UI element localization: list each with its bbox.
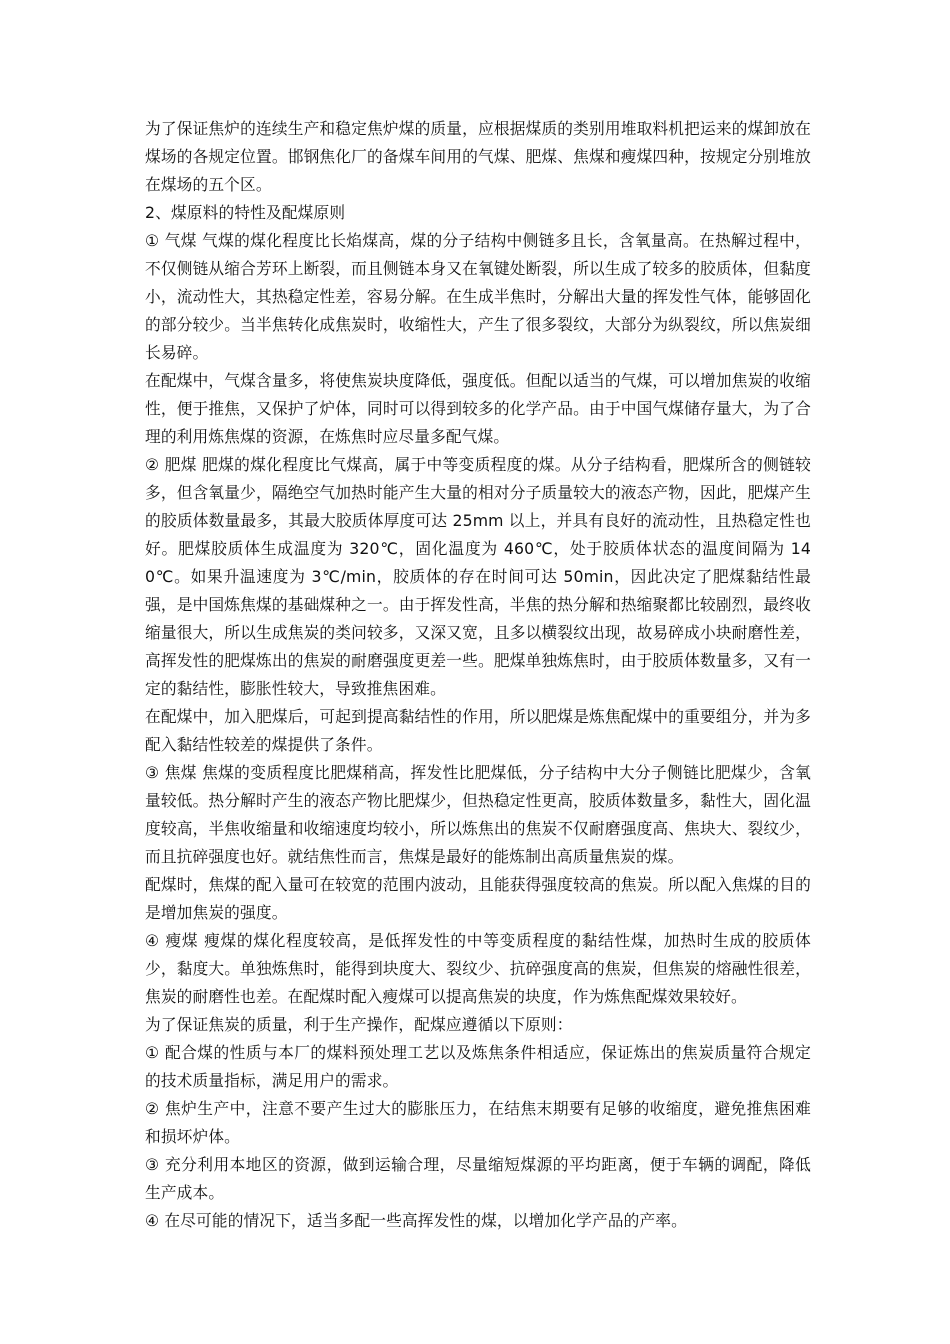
paragraph-gas-coal-blending: 在配煤中，气煤含量多，将使焦炭块度降低，强度低。但配以适当的气煤，可以增加焦炭的收缩性，便于推焦，又保护了炉体，同时可以得到较多的化学产品。由于中国气煤储存量大，为了合理的利用炼焦煤的资源，在炼焦时应尽量多配气煤。 [145,371,811,446]
principle-item-1: ① 配合煤的性质与本厂的煤料预处理工艺以及炼焦条件相适应，保证炼出的焦炭质量符合规定的技术质量指标，满足用户的需求。 [145,1043,811,1090]
section-heading: 2、煤原料的特性及配煤原则 [145,203,346,222]
principle-item-2: ② 焦炉生产中，注意不要产生过大的膨胀压力，在结焦末期要有足够的收缩度，避免推焦困难和损坏炉体。 [145,1099,811,1146]
paragraph-coking-coal-blending: 配煤时，焦煤的配入量可在较宽的范围内波动，且能获得强度较高的焦炭。所以配入焦煤的目的是增加焦炭的强度。 [145,875,811,922]
paragraph-fat-coal: ② 肥煤 肥煤的煤化程度比气煤高，属于中等变质程度的煤。从分子结构看，肥煤所含的侧链较多，但含氧量少，隔绝空气加热时能产生大量的相对分子质量较大的液态产物，因此，肥煤产生的胶质体数量最多，其最大胶质体厚度可达 25mm 以上，并具有良好的流动性，且热稳定性也好。肥煤胶质体生成温度为 320℃，固化温度为 460℃，处于胶质体状态的温度间隔为 140℃。如果升温速度为 3℃/min，胶质体的存在时间可达 50min，因此决定了肥煤黏结性最强，是中国炼焦煤的基础煤种之一。由于挥发性高，半焦的热分解和热缩聚都比较剧烈，最终收缩量很大，所以生成焦炭的类问较多，又深又宽，且多以横裂纹出现，故易碎成小块耐磨性差，高挥发性的肥煤炼出的焦炭的耐磨强度更差一些。肥煤单独炼焦时，由于胶质体数量多，又有一定的黏结性，膨胀性较大，导致推焦困难。 [145,455,811,698]
paragraph-principles-intro: 为了保证焦炭的质量，利于生产操作，配煤应遵循以下原则： [145,1015,573,1034]
paragraph-fat-coal-blending: 在配煤中，加入肥煤后，可起到提高黏结性的作用，所以肥煤是炼焦配煤中的重要组分，并为多配入黏结性较差的煤提供了条件。 [145,707,811,754]
document-body [145,115,811,1235]
paragraph-coking-coal: ③ 焦煤 焦煤的变质程度比肥煤稍高，挥发性比肥煤低，分子结构中大分子侧链比肥煤少，含氧量较低。热分解时产生的液态产物比肥煤少，但热稳定性更高，胶质体数量多，黏性大，固化温度较高，半焦收缩量和收缩速度均较小，所以炼焦出的焦炭不仅耐磨强度高、焦块大、裂纹少，而且抗碎强度也好。就结焦性而言，焦煤是最好的能炼制出高质量焦炭的煤。 [145,763,811,866]
paragraph-gas-coal: ① 气煤 气煤的煤化程度比长焰煤高，煤的分子结构中侧链多且长，含氧量高。在热解过程中，不仅侧链从缩合芳环上断裂，而且侧链本身又在氧键处断裂，所以生成了较多的胶质体，但黏度小，流动性大，其热稳定性差，容易分解。在生成半焦时，分解出大量的挥发性气体，能够固化的部分较少。当半焦转化成焦炭时，收缩性大，产生了很多裂纹，大部分为纵裂纹，所以焦炭细长易碎。 [145,231,811,362]
paragraph-lean-coal: ④ 瘦煤 瘦煤的煤化程度较高，是低挥发性的中等变质程度的黏结性煤，加热时生成的胶质体少，黏度大。单独炼焦时，能得到块度大、裂纹少、抗碎强度高的焦炭，但焦炭的熔融性很差，焦炭的耐磨性也差。在配煤时配入瘦煤可以提高焦炭的块度，作为炼焦配煤效果较好。 [145,931,811,1006]
paragraph-intro: 为了保证焦炉的连续生产和稳定焦炉煤的质量，应根据煤质的类别用堆取料机把运来的煤卸放在煤场的各规定位置。邯钢焦化厂的备煤车间用的气煤、肥煤、焦煤和瘦煤四种，按规定分别堆放在煤场的五个区。 [145,119,811,194]
principle-item-3: ③ 充分利用本地区的资源，做到运输合理，尽量缩短煤源的平均距离，便于车辆的调配，降低生产成本。 [145,1155,811,1202]
principle-item-4: ④ 在尽可能的情况下，适当多配一些高挥发性的煤，以增加化学产品的产率。 [145,1211,687,1230]
